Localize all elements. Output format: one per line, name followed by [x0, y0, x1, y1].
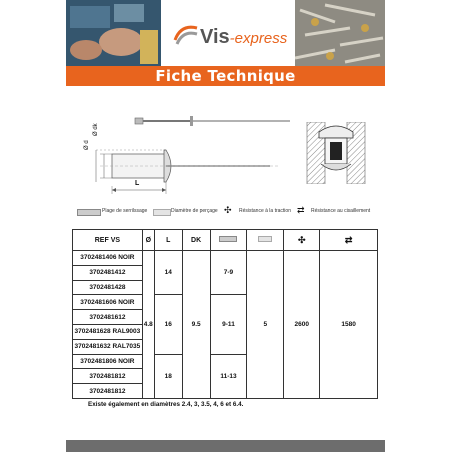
ref-cell: 3702481428 — [73, 280, 143, 295]
grip-cell: 11-13 — [210, 354, 247, 398]
shear-cell: 1580 — [320, 251, 378, 399]
label-L: L — [135, 180, 140, 187]
grip-cell: 7-9 — [210, 251, 247, 295]
ref-cell: 3702481612 — [73, 310, 143, 325]
d-cell: 4.8 — [142, 251, 154, 399]
header-photo-tools — [66, 0, 161, 66]
table-row — [73, 251, 378, 266]
footer-bar — [66, 440, 385, 452]
hole-diameter-icon — [153, 209, 171, 216]
brand-name: Vis — [200, 26, 230, 48]
ref-cell: 3702481628 RAL9003 — [73, 324, 143, 339]
l-cell: 18 — [154, 354, 182, 398]
legend-hole: Diamètre de perçage — [171, 208, 218, 214]
table-header-row — [73, 230, 378, 251]
legend-shear: Résistance au cisaillement — [311, 208, 371, 214]
rivet-diagram — [80, 110, 290, 200]
header-hole-icon — [247, 230, 284, 251]
shear-icon: ⇄ — [297, 205, 305, 215]
l-cell: 16 — [154, 295, 182, 354]
ref-cell: 3702481632 RAL7035 — [73, 339, 143, 354]
brand-suffix: -express — [229, 30, 288, 47]
header-photo-screws — [295, 0, 385, 66]
l-cell: 14 — [154, 251, 182, 295]
ref-cell: 3702481606 NOIR — [73, 295, 143, 310]
brand-swoosh-icon — [173, 20, 199, 46]
hole-cell: 5 — [247, 251, 284, 399]
tensile-cell: 2600 — [284, 251, 320, 399]
ref-cell: 3702481406 NOIR — [73, 251, 143, 266]
ref-cell: 3702481412 — [73, 265, 143, 280]
brand-logo — [200, 26, 287, 49]
header-d: Ø — [142, 230, 154, 251]
spec-table — [72, 229, 378, 399]
header-tensile-icon: ✣ — [284, 230, 320, 251]
rivet-cross-section — [305, 122, 367, 184]
dk-cell: 9.5 — [182, 251, 210, 399]
legend-tensile: Résistance à la traction — [239, 208, 291, 214]
label-d: Ø d — [84, 140, 90, 150]
header-dk: DK — [182, 230, 210, 251]
legend-grip: Plage de serrilssage — [102, 208, 148, 214]
grip-range-icon — [77, 209, 101, 216]
ref-cell: 3702481812 — [73, 384, 143, 399]
header-l: L — [154, 230, 182, 251]
ref-cell: 3702481812 — [73, 369, 143, 384]
header-ref: REF VS — [73, 230, 143, 251]
grip-cell: 9-11 — [210, 295, 247, 354]
ref-cell: 3702481806 NOIR — [73, 354, 143, 369]
availability-note: Existe également en diamètres 2.4, 3, 3.5, 4, 6 et 6.4. — [88, 401, 244, 408]
label-dk: Ø dk — [93, 123, 99, 136]
header-shear-icon: ⇄ — [320, 230, 378, 251]
banner-title: Fiche Technique — [66, 66, 385, 86]
header-grip-icon — [210, 230, 247, 251]
tensile-icon: ✣ — [224, 205, 232, 215]
